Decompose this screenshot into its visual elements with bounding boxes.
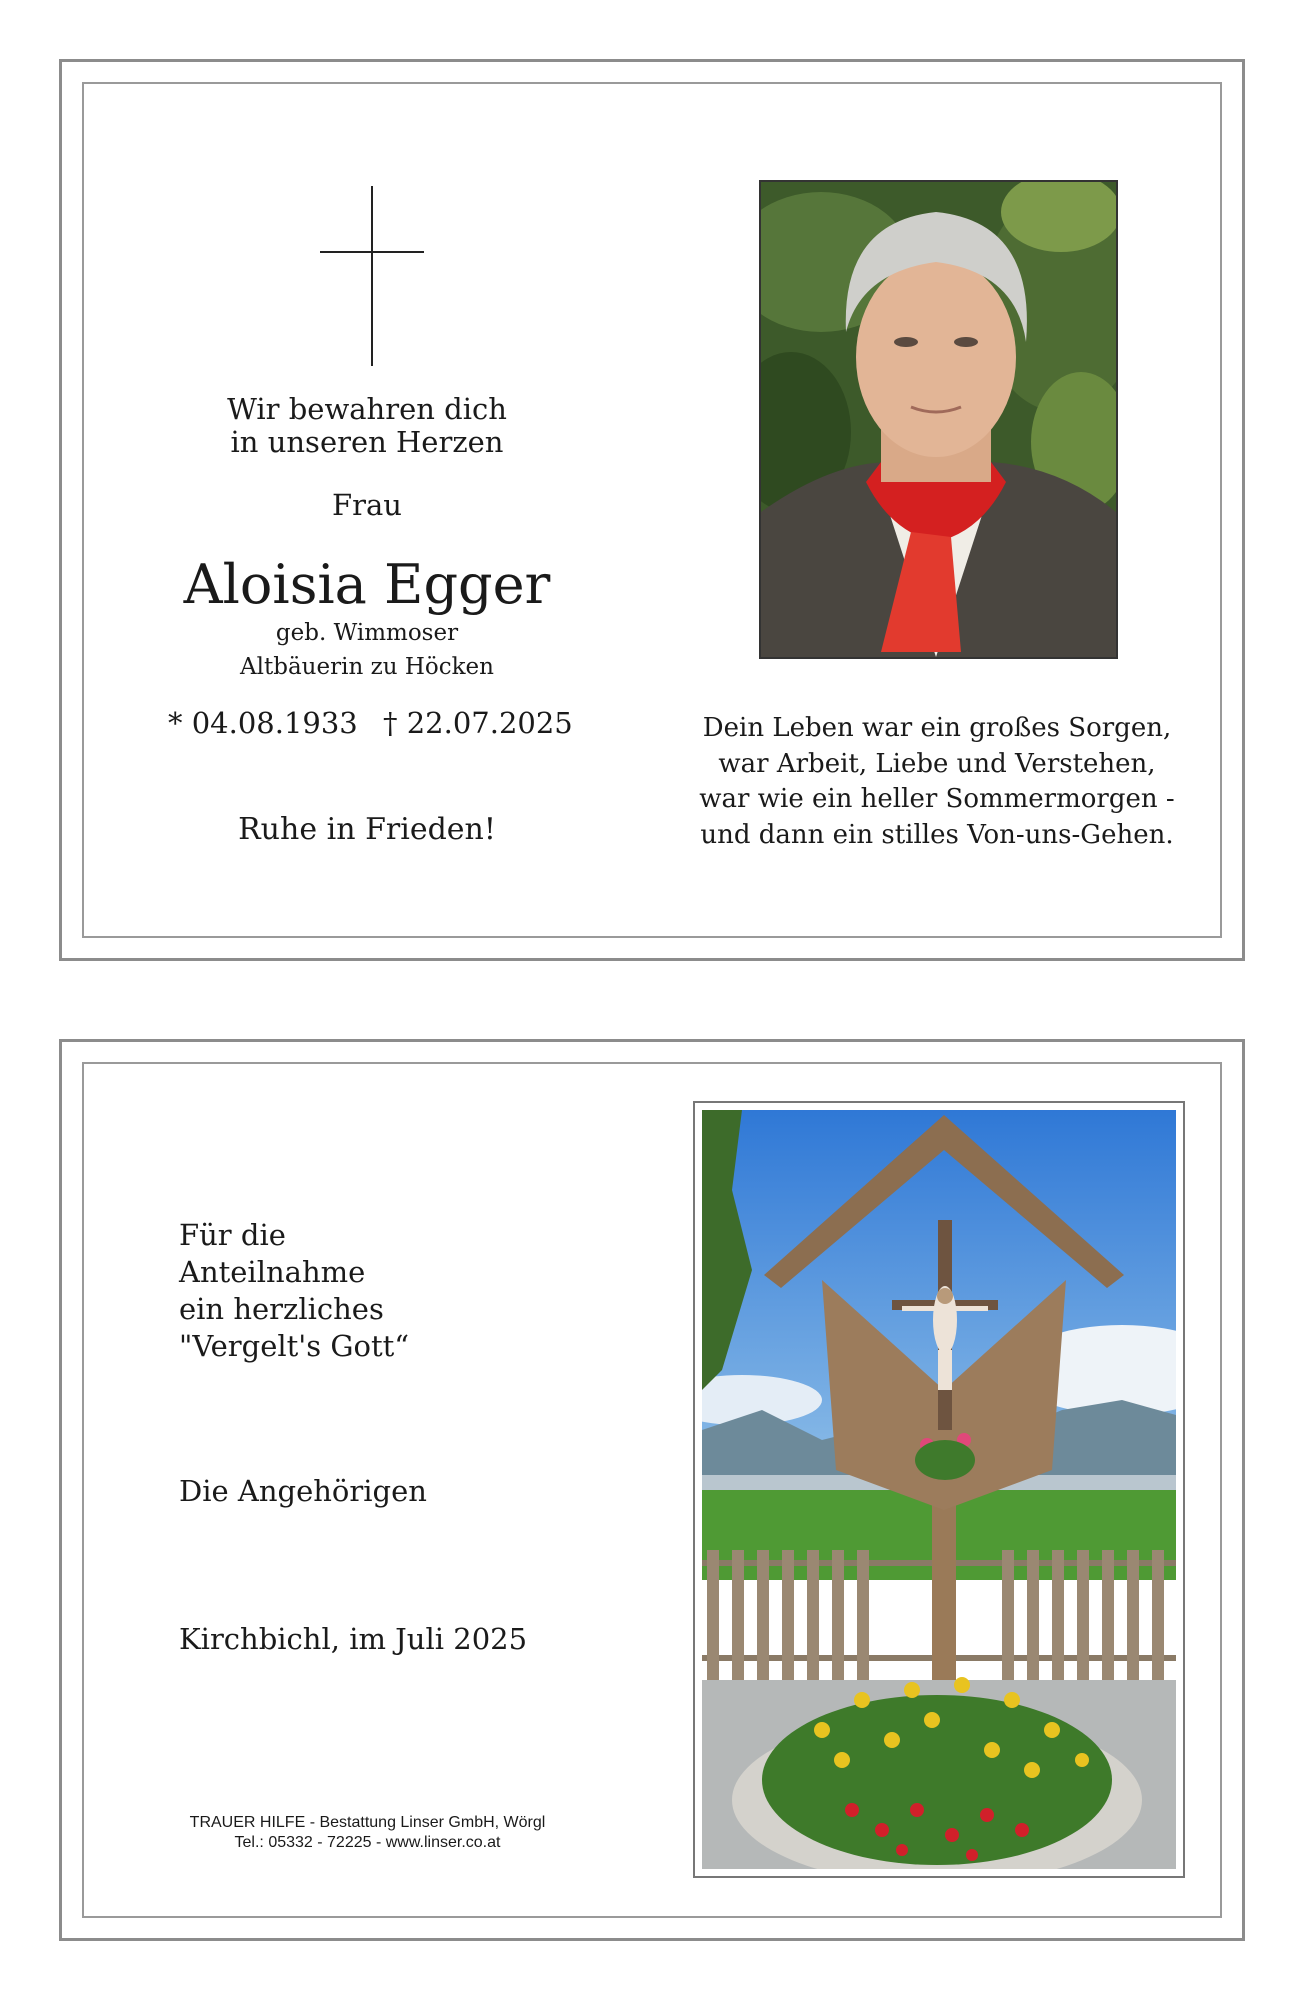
wayside-shrine-photo xyxy=(693,1101,1185,1878)
motto xyxy=(167,393,567,459)
birth-date: * 04.08.1933 xyxy=(168,706,358,740)
thanks-line-1: Für die xyxy=(179,1218,286,1252)
poem-line-1: Dein Leben war ein großes Sorgen, xyxy=(702,713,1172,743)
funeral-home-footer xyxy=(160,1813,575,1853)
closing-phrase: Ruhe in Frieden! xyxy=(238,812,496,847)
occupation: Altbäuerin zu Höcken xyxy=(240,654,494,680)
thanks-text xyxy=(179,1217,409,1365)
footer-line-1: TRAUER HILFE - Bestattung Linser GmbH, Wörgl xyxy=(189,1814,546,1831)
birth-name: geb. Wimmoser xyxy=(275,620,459,646)
thanks-line-4: "Vergelt's Gott“ xyxy=(179,1329,410,1363)
footer-line-2: Tel.: 05332 - 72225 - www.linser.co.at xyxy=(234,1834,501,1851)
cross-icon xyxy=(320,186,424,366)
salutation: Frau xyxy=(332,488,402,522)
poem-line-2: war Arbeit, Liebe und Verstehen, xyxy=(718,748,1156,779)
poem-line-4: und dann ein stilles Von-uns-Gehen. xyxy=(700,819,1174,850)
poem xyxy=(667,711,1207,853)
place-date: Kirchbichl, im Juli 2025 xyxy=(179,1622,528,1656)
motto-line-1: Wir bewahren dich xyxy=(227,392,507,426)
death-date: † 22.07.2025 xyxy=(383,706,573,740)
signature: Die Angehörigen xyxy=(179,1474,427,1508)
thanks-line-3: ein herzliches xyxy=(179,1292,384,1326)
portrait-photo xyxy=(759,180,1118,659)
thanks-line-2: Anteilnahme xyxy=(179,1255,366,1289)
poem-line-3: war wie ein heller Sommermorgen - xyxy=(699,784,1175,814)
deceased-name: Aloisia Egger xyxy=(183,553,551,616)
motto-line-2: in unseren Herzen xyxy=(230,425,504,459)
